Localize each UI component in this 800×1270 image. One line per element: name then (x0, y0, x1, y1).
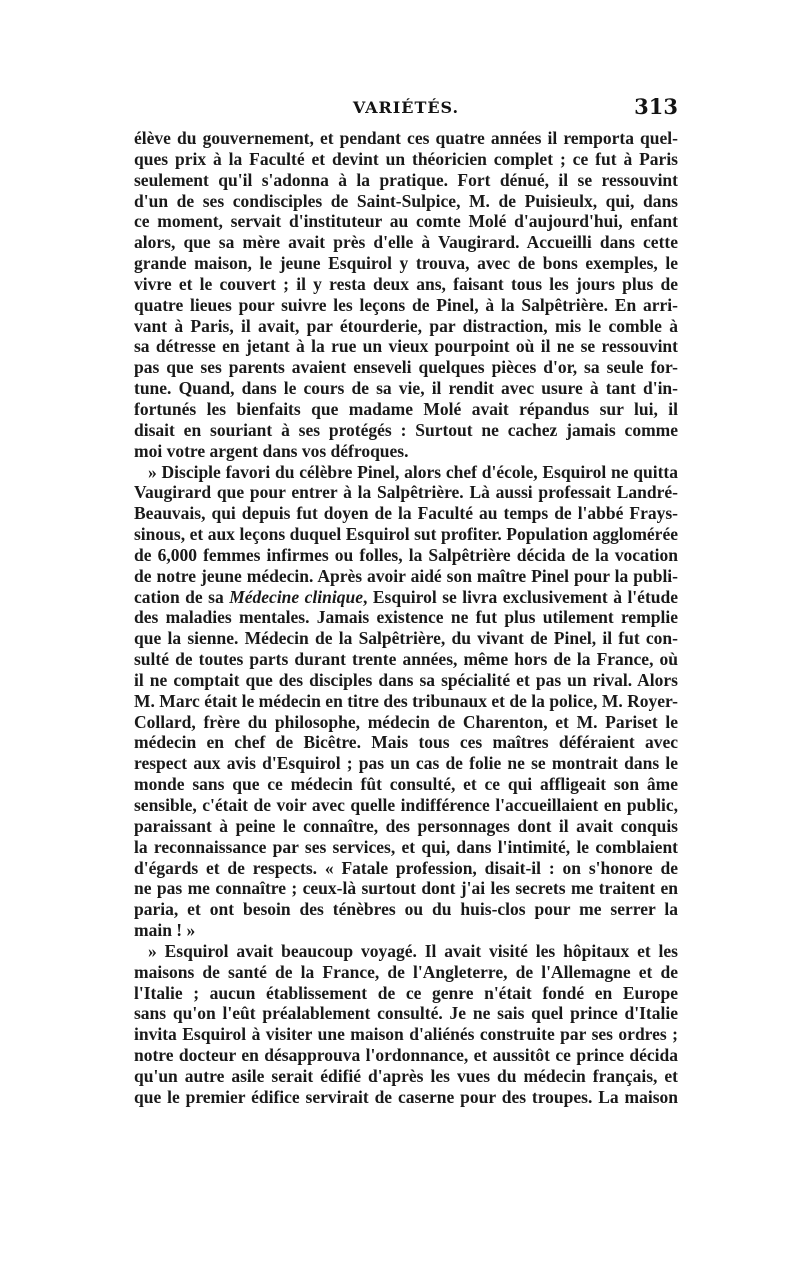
text-line: fortunés les bienfaits que madame Molé avait répandus sur lui, il (134, 398, 678, 419)
text-line: d'égards et de respects. « Fatale profession, disait-il : on s'honore de (134, 857, 678, 878)
body-text (134, 128, 678, 1108)
text-line: alors, que sa mère avait près d'elle à Vaugirard. Accueilli dans cette (134, 232, 678, 253)
text-line: Vaugirard que pour entrer à la Salpêtrière. Là aussi professait Landré- (134, 482, 678, 503)
text-fragment: , Esquirol se livra exclusivement à l'étude (363, 586, 678, 607)
text-line: paria, et ont besoin des ténèbres ou du huis-clos pour me serrer la (134, 899, 678, 920)
text-line: maisons de santé de la France, de l'Angleterre, de l'Allemagne et de (134, 961, 678, 982)
text-line: sulté de toutes parts durant trente années, même hors de la France, où (134, 649, 678, 670)
text-line: Beauvais, qui depuis fut doyen de la Faculté au temps de l'abbé Frays- (134, 503, 678, 524)
text-line: élève du gouvernement, et pendant ces quatre années il remporta quel- (134, 128, 678, 148)
text-line: des maladies mentales. Jamais existence ne fut plus utilement remplie (134, 607, 678, 628)
text-line: sensible, c'était de voir avec quelle indifférence l'accueillaient en public, (134, 795, 678, 815)
text-line: ne pas me connaître ; ceux-là surtout dont j'ai les secrets me traitent en (134, 878, 678, 899)
text-line: vivre et le couvert ; il y resta deux ans, faisant tous les jours plus de (134, 273, 678, 294)
text-line: respect aux avis d'Esquirol ; pas un cas de folie ne se montrait dans le (134, 753, 678, 774)
text-line: sa détresse en jetant à la rue un vieux pourpoint où il ne se ressouvint (134, 336, 678, 357)
text-line: sinous, et aux leçons duquel Esquirol sut profiter. Population agglomérée (134, 524, 678, 545)
text-line: vant à Paris, il avait, par étourderie, par distraction, mis le comble à (134, 315, 678, 336)
text-line: M. Marc était le médecin en titre des tribunaux et de la police, M. Royer- (134, 690, 678, 711)
book-title: Médecine clinique (229, 586, 363, 607)
text-line: ques prix à la Faculté et devint un théoricien complet ; ce fut à Paris (134, 148, 678, 169)
running-title: VARIÉTÉS. (352, 98, 460, 117)
text-line: sans qu'on l'eût préalablement consulté. Je ne sais quel prince d'Italie (134, 1003, 678, 1024)
text-line: que le premier édifice servirait de caserne pour des troupes. La maison (134, 1086, 678, 1107)
text-line: tune. Quand, dans le cours de sa vie, il rendit avec usure à tant d'in- (134, 378, 678, 399)
text-line: Collard, frère du philosophe, médecin de Charenton, et M. Pariset le (134, 711, 678, 732)
text-fragment: cation de sa (134, 586, 230, 607)
text-line: l'Italie ; aucun établissement de ce genre n'était fondé en Europe (134, 982, 678, 1003)
text-line: main ! » (134, 920, 196, 941)
text-line: la reconnaissance par ses services, et qui, dans l'intimité, le comblaient (134, 836, 678, 857)
text-line: disait en souriant à ses protégés : Surtout ne cachez jamais comme (134, 419, 678, 440)
text-line: de 6,000 femmes infirmes ou folles, la Salpêtrière décida de la vocation (134, 544, 678, 565)
text-line: quatre lieues pour suivre les leçons de Pinel, à la Salpêtrière. En arri- (134, 294, 678, 315)
text-line: que la sienne. Médecin de la Salpêtrière, du vivant de Pinel, il fut con- (134, 628, 678, 649)
text-line: » Disciple favori du célèbre Pinel, alors chef d'école, Esquirol ne quitta (148, 461, 678, 482)
text-line: grande maison, le jeune Esquirol y trouva, avec de bons exemples, le (134, 253, 678, 274)
text-line: moi votre argent dans vos défroques. (134, 440, 409, 461)
text-line: de notre jeune médecin. Après avoir aidé son maître Pinel pour la publi- (134, 565, 678, 586)
text-line: médecin en chef de Bicêtre. Mais tous ces maîtres déféraient avec (134, 732, 678, 753)
text-line: monde sans que ce médecin fût consulté, et ce qui affligeait son âme (134, 774, 678, 795)
text-line: » Esquirol avait beaucoup voyagé. Il avait visité les hôpitaux et les (148, 940, 678, 961)
page-number: 313 (634, 94, 678, 119)
text-line: seulement qu'il s'adonna à la pratique. Fort dénué, il se ressouvint (134, 169, 678, 190)
text-line: qu'un autre asile serait édifié d'après les vues du médecin français, et (134, 1065, 678, 1086)
text-line: ce moment, servait d'instituteur au comte Molé d'aujourd'hui, enfant (134, 211, 678, 232)
text-line: d'un de ses condisciples de Saint-Sulpice, M. de Puisieulx, qui, dans (134, 190, 678, 211)
text-line: paraissant à peine le connaître, des personnages dont il avait conquis (134, 815, 678, 836)
text-line-with-title (134, 587, 678, 608)
text-line: notre docteur en désapprouva l'ordonnance, et aussitôt ce prince décida (134, 1045, 678, 1066)
text-line: il ne comptait que des disciples dans sa spécialité et pas un rival. Alors (134, 669, 678, 690)
running-head (134, 94, 678, 126)
text-line: pas que ses parents avaient enseveli quelques pièces d'or, sa seule for- (134, 357, 678, 378)
text-line: invita Esquirol à visiter une maison d'aliénés construite par ses ordres ; (134, 1024, 678, 1045)
